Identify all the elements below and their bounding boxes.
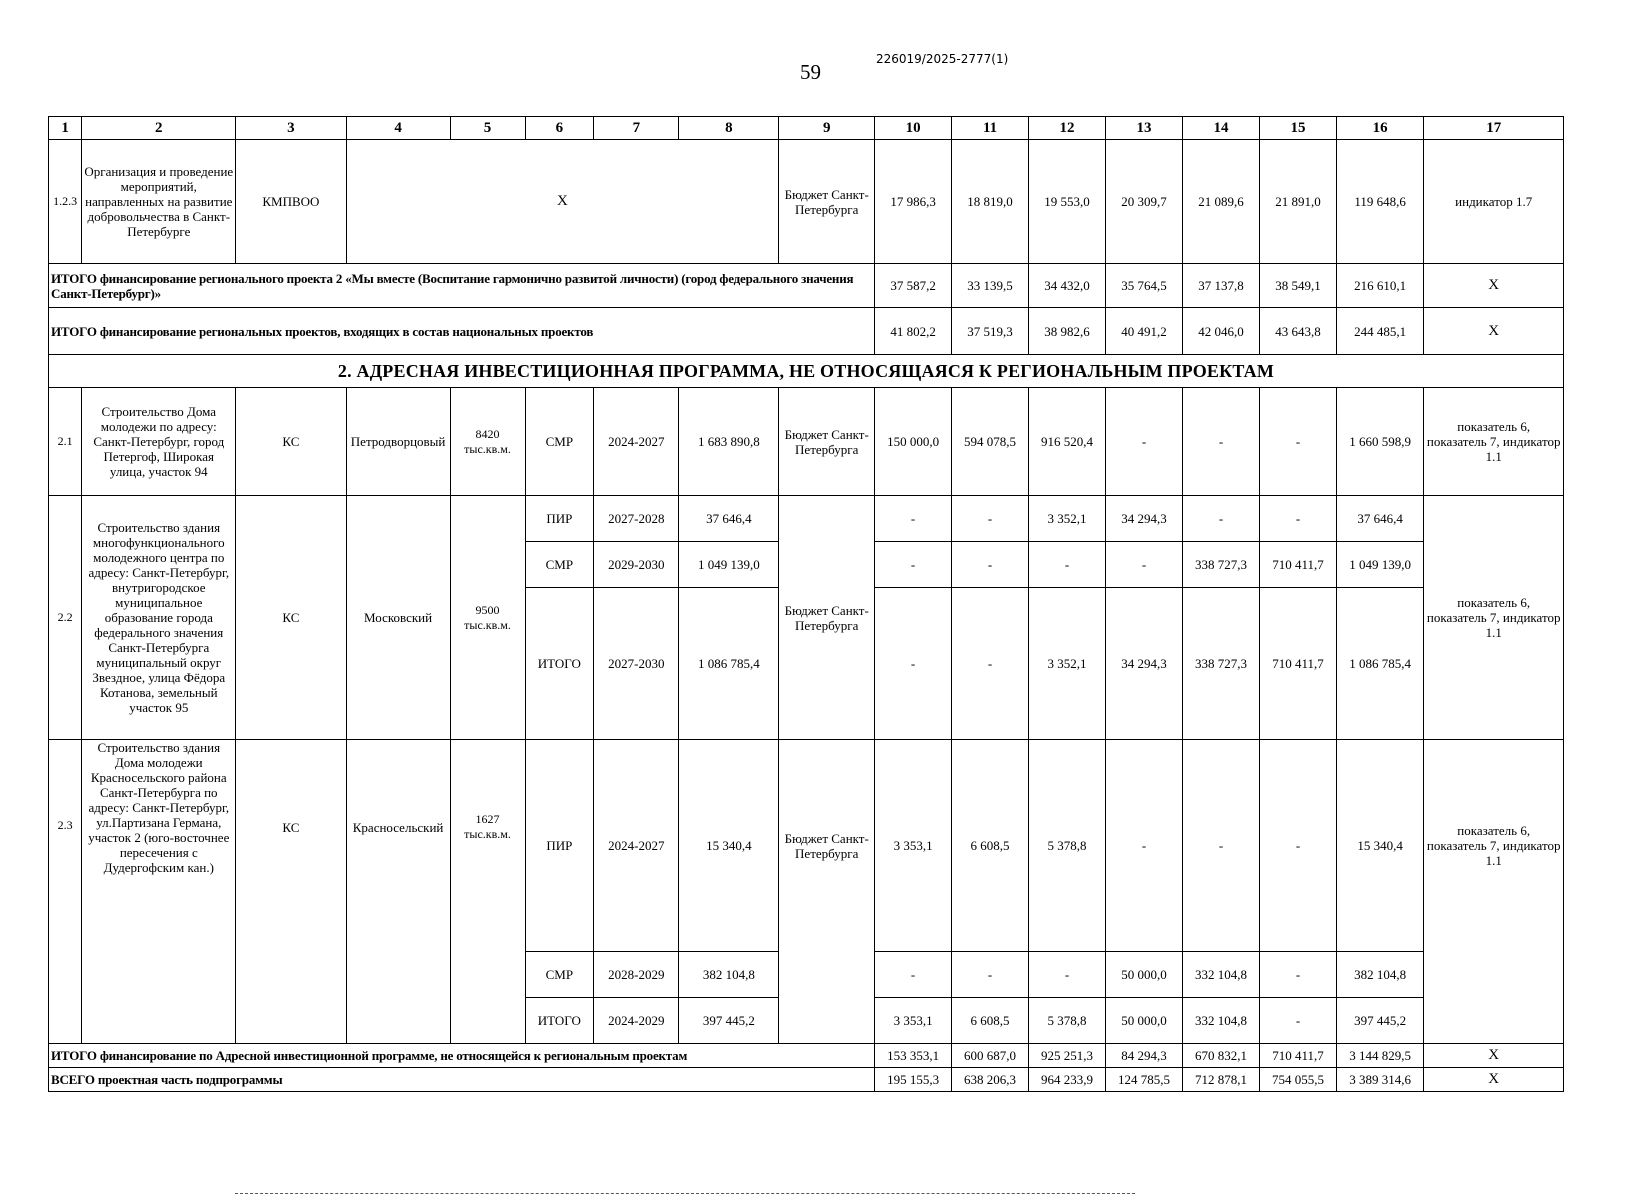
value-cell: 216 610,1 <box>1336 264 1423 308</box>
executor: КС <box>236 388 346 496</box>
value-cell: 84 294,3 <box>1106 1044 1183 1068</box>
col-header: 8 <box>679 117 779 140</box>
value-cell: 150 000,0 <box>875 388 952 496</box>
scan-artifact-line <box>235 1193 1135 1194</box>
capacity: 1627 тыс.кв.м. <box>450 740 525 1044</box>
value-cell: 153 353,1 <box>875 1044 952 1068</box>
value-cell: 17 986,3 <box>875 140 952 264</box>
total-row <box>49 264 1564 308</box>
funding-source: Бюджет Санкт-Петербурга <box>779 388 875 496</box>
col-header: 13 <box>1106 117 1183 140</box>
section-title: 2. АДРЕСНАЯ ИНВЕСТИЦИОННАЯ ПРОГРАММА, НЕ ОТНОСЯЩАЯСЯ К РЕГИОНАЛЬНЫМ ПРОЕКТАМ <box>49 355 1564 388</box>
total-label: ИТОГО финансирование регионального проекта 2 «Мы вместе (Воспитание гармонично развитой личности) (город федерального значения Санкт-Петербург)» <box>49 264 875 308</box>
period: 2028-2029 <box>594 952 679 998</box>
col-header: 4 <box>346 117 450 140</box>
executor: КМПВОО <box>236 140 346 264</box>
value-cell: - <box>952 952 1029 998</box>
value-cell: 37 587,2 <box>875 264 952 308</box>
value-cell: - <box>952 542 1029 588</box>
value-cell: 382 104,8 <box>1336 952 1423 998</box>
col-header: 3 <box>236 117 346 140</box>
value-cell: 124 785,5 <box>1106 1068 1183 1092</box>
value-cell: - <box>1183 740 1260 952</box>
work-type: ИТОГО <box>525 588 594 740</box>
value-cell: - <box>875 588 952 740</box>
value-cell: 37 646,4 <box>1336 496 1423 542</box>
estimated-cost: 1 683 890,8 <box>679 388 779 496</box>
period: 2027-2028 <box>594 496 679 542</box>
value-cell: 20 309,7 <box>1106 140 1183 264</box>
value-cell: 3 353,1 <box>875 740 952 952</box>
document-code: 226019/2025-2777(1) <box>876 52 1009 66</box>
value-cell: - <box>1106 388 1183 496</box>
measure-name: Строительство Дома молодежи по адресу: Санкт-Петербург, город Петергоф, Широкая улица, участок 94 <box>82 388 236 496</box>
value-cell: 600 687,0 <box>952 1044 1029 1068</box>
value-cell: 1 660 598,9 <box>1336 388 1423 496</box>
value-cell: 754 055,5 <box>1260 1068 1337 1092</box>
col-header: 17 <box>1424 117 1564 140</box>
row-number: 1.2.3 <box>49 140 82 264</box>
period: 2024-2029 <box>594 998 679 1044</box>
value-cell: 594 078,5 <box>952 388 1029 496</box>
col-header: 15 <box>1260 117 1337 140</box>
estimated-cost: 382 104,8 <box>679 952 779 998</box>
total-label: ИТОГО финансирование по Адресной инвестиционной программе, не относящейся к региональным проектам <box>49 1044 875 1068</box>
col-header: 9 <box>779 117 875 140</box>
value-cell: 1 049 139,0 <box>1336 542 1423 588</box>
value-cell: - <box>1029 952 1106 998</box>
value-cell: 21 089,6 <box>1183 140 1260 264</box>
value-cell: - <box>1260 388 1337 496</box>
value-cell: 638 206,3 <box>952 1068 1029 1092</box>
value-cell: 35 764,5 <box>1106 264 1183 308</box>
indicator: индикатор 1.7 <box>1424 140 1564 264</box>
capacity: 8420 тыс.кв.м. <box>450 388 525 496</box>
funding-source: Бюджет Санкт-Петербурга <box>779 496 875 740</box>
period: 2024-2027 <box>594 740 679 952</box>
measure-name: Строительство здания Дома молодежи Красносельского района Санкт-Петербурга по адресу: Санкт-Петербург, ул.Партизана Германа, участок 2 (юго-восточнее пересечения с Дудергофским кан.) <box>82 740 236 1044</box>
total-row <box>49 1068 1564 1092</box>
value-cell: 37 519,3 <box>952 308 1029 355</box>
value-cell: 244 485,1 <box>1336 308 1423 355</box>
funding-source: Бюджет Санкт-Петербурга <box>779 140 875 264</box>
page-number: 59 <box>800 60 821 84</box>
total-row <box>49 1044 1564 1068</box>
value-cell: 710 411,7 <box>1260 542 1337 588</box>
column-number-row <box>49 117 1564 140</box>
col-header: 12 <box>1029 117 1106 140</box>
value-cell: 38 982,6 <box>1029 308 1106 355</box>
table-row <box>49 388 1564 496</box>
col-header: 7 <box>594 117 679 140</box>
value-cell: 925 251,3 <box>1029 1044 1106 1068</box>
table-row <box>49 140 1564 264</box>
work-type: ИТОГО <box>525 998 594 1044</box>
indicator: показатель 6, показатель 7, индикатор 1.1 <box>1424 740 1564 952</box>
funding-source-cont <box>779 952 875 1044</box>
col-header: 14 <box>1183 117 1260 140</box>
district: Красносельский <box>346 740 450 1044</box>
value-cell: 3 352,1 <box>1029 496 1106 542</box>
x-mark: Х <box>1424 1044 1564 1068</box>
value-cell: 3 389 314,6 <box>1336 1068 1423 1092</box>
budget-table <box>48 116 1564 1092</box>
value-cell: - <box>1260 740 1337 952</box>
indicator-cont <box>1424 952 1564 1044</box>
value-cell: - <box>1260 998 1337 1044</box>
executor: КС <box>236 740 346 1044</box>
work-type: СМР <box>525 952 594 998</box>
value-cell: 710 411,7 <box>1260 588 1337 740</box>
value-cell: 916 520,4 <box>1029 388 1106 496</box>
estimated-cost: 1 086 785,4 <box>679 588 779 740</box>
value-cell: 19 553,0 <box>1029 140 1106 264</box>
value-cell: 6 608,5 <box>952 998 1029 1044</box>
value-cell: 3 353,1 <box>875 998 952 1044</box>
work-type: СМР <box>525 388 594 496</box>
value-cell: - <box>875 952 952 998</box>
x-mark: Х <box>1424 308 1564 355</box>
period: 2029-2030 <box>594 542 679 588</box>
value-cell: 37 137,8 <box>1183 264 1260 308</box>
indicator: показатель 6, показатель 7, индикатор 1.1 <box>1424 496 1564 740</box>
value-cell: 195 155,3 <box>875 1068 952 1092</box>
value-cell: 34 294,3 <box>1106 588 1183 740</box>
row-number: 2.1 <box>49 388 82 496</box>
value-cell: 38 549,1 <box>1260 264 1337 308</box>
value-cell: - <box>875 542 952 588</box>
value-cell: 332 104,8 <box>1183 998 1260 1044</box>
value-cell: 50 000,0 <box>1106 998 1183 1044</box>
value-cell: 964 233,9 <box>1029 1068 1106 1092</box>
estimated-cost: 15 340,4 <box>679 740 779 952</box>
total-label: ИТОГО финансирование региональных проектов, входящих в состав национальных проектов <box>49 308 875 355</box>
table-row <box>49 496 1564 542</box>
estimated-cost: 37 646,4 <box>679 496 779 542</box>
value-cell: 119 648,6 <box>1336 140 1423 264</box>
value-cell: 3 144 829,5 <box>1336 1044 1423 1068</box>
district: Московский <box>346 496 450 740</box>
x-mark: Х <box>346 140 779 264</box>
value-cell: 42 046,0 <box>1183 308 1260 355</box>
value-cell: 338 727,3 <box>1183 542 1260 588</box>
x-mark: Х <box>1424 264 1564 308</box>
row-number: 2.2 <box>49 496 82 740</box>
value-cell: - <box>1260 496 1337 542</box>
period: 2024-2027 <box>594 388 679 496</box>
district: Петродворцовый <box>346 388 450 496</box>
measure-name: Организация и проведение мероприятий, направленных на развитие добровольчества в Санкт-Петербурге <box>82 140 236 264</box>
col-header: 2 <box>82 117 236 140</box>
col-header: 6 <box>525 117 594 140</box>
value-cell: - <box>1029 542 1106 588</box>
value-cell: - <box>1260 952 1337 998</box>
col-header: 16 <box>1336 117 1423 140</box>
indicator: показатель 6, показатель 7, индикатор 1.1 <box>1424 388 1564 496</box>
value-cell: - <box>1183 388 1260 496</box>
col-header: 11 <box>952 117 1029 140</box>
value-cell: 18 819,0 <box>952 140 1029 264</box>
value-cell: 712 878,1 <box>1183 1068 1260 1092</box>
col-header: 1 <box>49 117 82 140</box>
value-cell: 41 802,2 <box>875 308 952 355</box>
funding-source: Бюджет Санкт-Петербурга <box>779 740 875 952</box>
measure-name: Строительство здания многофункционального молодежного центра по адресу: Санкт-Петербург, внутригородское муниципальное образование города федерального значения Санкт-Петербурга муниципальный округ Звездное, улица Фёдора Котанова, земельный участок 95 <box>82 496 236 740</box>
x-mark: Х <box>1424 1068 1564 1092</box>
budget-table-wrapper <box>48 116 1564 1092</box>
value-cell: 710 411,7 <box>1260 1044 1337 1068</box>
value-cell: 15 340,4 <box>1336 740 1423 952</box>
total-label: ВСЕГО проектная часть подпрограммы <box>49 1068 875 1092</box>
table-row <box>49 740 1564 952</box>
value-cell: 338 727,3 <box>1183 588 1260 740</box>
executor: КС <box>236 496 346 740</box>
section-row <box>49 355 1564 388</box>
capacity: 9500 тыс.кв.м. <box>450 496 525 740</box>
value-cell: 670 832,1 <box>1183 1044 1260 1068</box>
value-cell: 21 891,0 <box>1260 140 1337 264</box>
value-cell: - <box>952 496 1029 542</box>
value-cell: 34 294,3 <box>1106 496 1183 542</box>
value-cell: - <box>1106 542 1183 588</box>
value-cell: 1 086 785,4 <box>1336 588 1423 740</box>
value-cell: - <box>875 496 952 542</box>
value-cell: - <box>1106 740 1183 952</box>
value-cell: - <box>952 588 1029 740</box>
value-cell: 397 445,2 <box>1336 998 1423 1044</box>
estimated-cost: 1 049 139,0 <box>679 542 779 588</box>
col-header: 5 <box>450 117 525 140</box>
value-cell: 6 608,5 <box>952 740 1029 952</box>
col-header: 10 <box>875 117 952 140</box>
value-cell: - <box>1183 496 1260 542</box>
work-type: ПИР <box>525 496 594 542</box>
value-cell: 5 378,8 <box>1029 998 1106 1044</box>
value-cell: 40 491,2 <box>1106 308 1183 355</box>
period: 2027-2030 <box>594 588 679 740</box>
value-cell: 332 104,8 <box>1183 952 1260 998</box>
value-cell: 43 643,8 <box>1260 308 1337 355</box>
value-cell: 34 432,0 <box>1029 264 1106 308</box>
estimated-cost: 397 445,2 <box>679 998 779 1044</box>
value-cell: 3 352,1 <box>1029 588 1106 740</box>
work-type: ПИР <box>525 740 594 952</box>
value-cell: 33 139,5 <box>952 264 1029 308</box>
total-row <box>49 308 1564 355</box>
row-number: 2.3 <box>49 740 82 1044</box>
value-cell: 5 378,8 <box>1029 740 1106 952</box>
work-type: СМР <box>525 542 594 588</box>
value-cell: 50 000,0 <box>1106 952 1183 998</box>
